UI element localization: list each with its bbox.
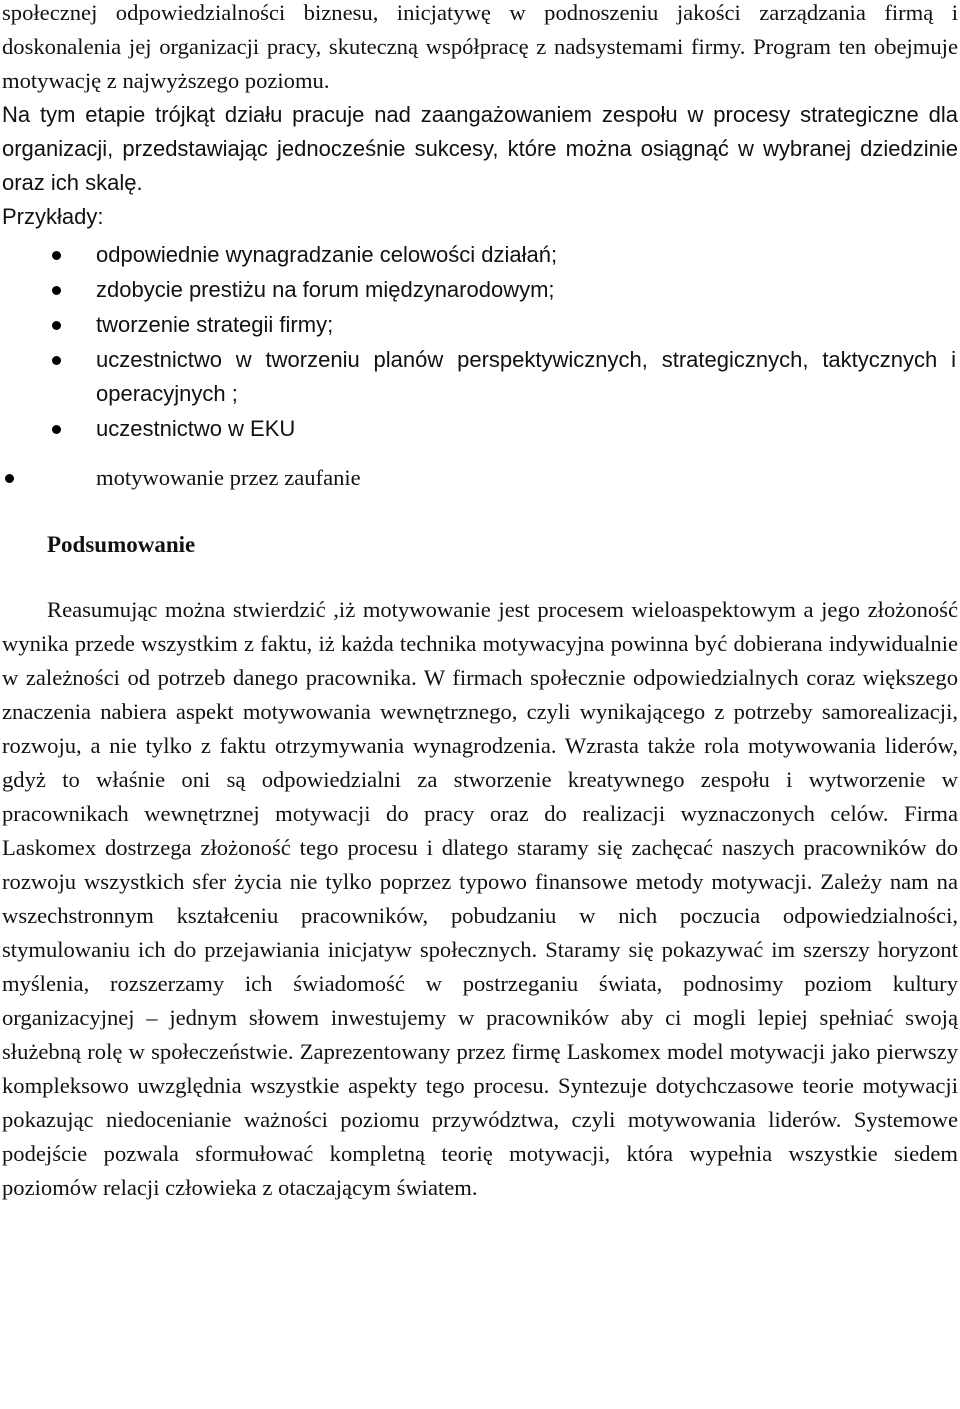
list-item <box>0 412 960 446</box>
list-item-text: motywowanie przez zaufanie <box>96 465 361 490</box>
examples-list <box>0 238 960 447</box>
list-item <box>0 273 960 307</box>
list-item-text: odpowiednie wynagradzanie celowości działań; <box>96 242 558 267</box>
bullet-icon <box>52 251 61 260</box>
intro-paragraph-2: Na tym etapie trójkąt działu pracuje nad zaangażowaniem zespołu w procesy strategiczne dla organizacji, przedstawiając jednocześnie sukcesy, które można osiągnąć w wybranej dziedzinie oraz ich skalę. <box>2 102 958 195</box>
list-item-text: zdobycie prestiżu na forum międzynarodowym; <box>96 277 555 302</box>
bullet-icon <box>52 286 61 295</box>
list-item <box>0 343 960 411</box>
summary-heading: Podsumowanie <box>47 532 196 557</box>
list-item-text: uczestnictwo w EKU <box>96 416 296 441</box>
bullet-icon <box>52 425 61 434</box>
list-item <box>0 308 960 342</box>
list-item-text: tworzenie strategii firmy; <box>96 312 334 337</box>
bullet-icon <box>52 321 61 330</box>
list-item <box>0 238 960 272</box>
examples-label: Przykłady: <box>2 204 104 229</box>
list-item-text: uczestnictwo w tworzeniu planów perspektywicznych, strategicznych, taktycznych i operacyjnych ; <box>96 347 956 406</box>
bullet-icon <box>52 356 61 365</box>
summary-paragraph: Reasumując można stwierdzić ,iż motywowanie jest procesem wieloaspektowym a jego złożoność wynika przede wszystkim z faktu, iż każda technika motywacyjna powinna być dobierana indywidualnie w zależności od potrzeb danego pracownika. W firmach społecznie odpowiedzialnych coraz większego znaczenia nabiera aspekt motywowania wewnętrznego, czyli wynikającego z potrzeby samorealizacji, rozwoju, a nie tylko z faktu otrzymywania wynagrodzenia. Wzrasta także rola motywowania liderów, gdyż to właśnie oni są odpowiedzialni za stworzenie kreatywnego zespołu i wytworzenie w pracownikach wewnętrznej motywacji do pracy oraz do realizacji wyznaczonych celów. Firma Laskomex dostrzega złożoność tego procesu i dlatego staramy się zachęcać naszych pracowników do rozwoju wszystkich sfer życia nie tylko poprzez typowo finansowe metody motywacji. Zależy nam na wszechstronnym kształceniu pracowników, pobudzaniu w nich poczucia odpowiedzialności, stymulowaniu ich do przejawiania inicjatyw społecznych. Staramy się pokazywać im szerszy horyzont myślenia, rozszerzamy ich świadomość w postrzeganiu świata, podnosimy poziom kultury organizacyjnej – jednym słowem inwestujemy w pracowników aby ci mogli lepiej spełniać swoją służebną rolę w społeczeństwie. Zaprezentowany przez firmę Laskomex model motywacji jako pierwszy kompleksowo uwzględnia wszystkie aspekty tego procesu. Syntezuje dotychczasowe teorie motywacji pokazując niedocenianie ważności poziomu przywództwa, czyli motywowania liderów. Systemowe podejście pozwala sformułować kompletną teorię motywacji, która wypełnia wszystkie siedem poziomów relacji człowieka z otaczającym światem. <box>2 597 958 1200</box>
bullet-icon <box>5 474 14 483</box>
intro-paragraph-1: społecznej odpowiedzialności biznesu, inicjatywę w podnoszeniu jakości zarządzania firmą i doskonalenia jej organizacji pracy, skuteczną współpracę z nadsystemami firmy. Program ten obejmuje motywację z najwyższego poziomu. <box>2 0 958 93</box>
